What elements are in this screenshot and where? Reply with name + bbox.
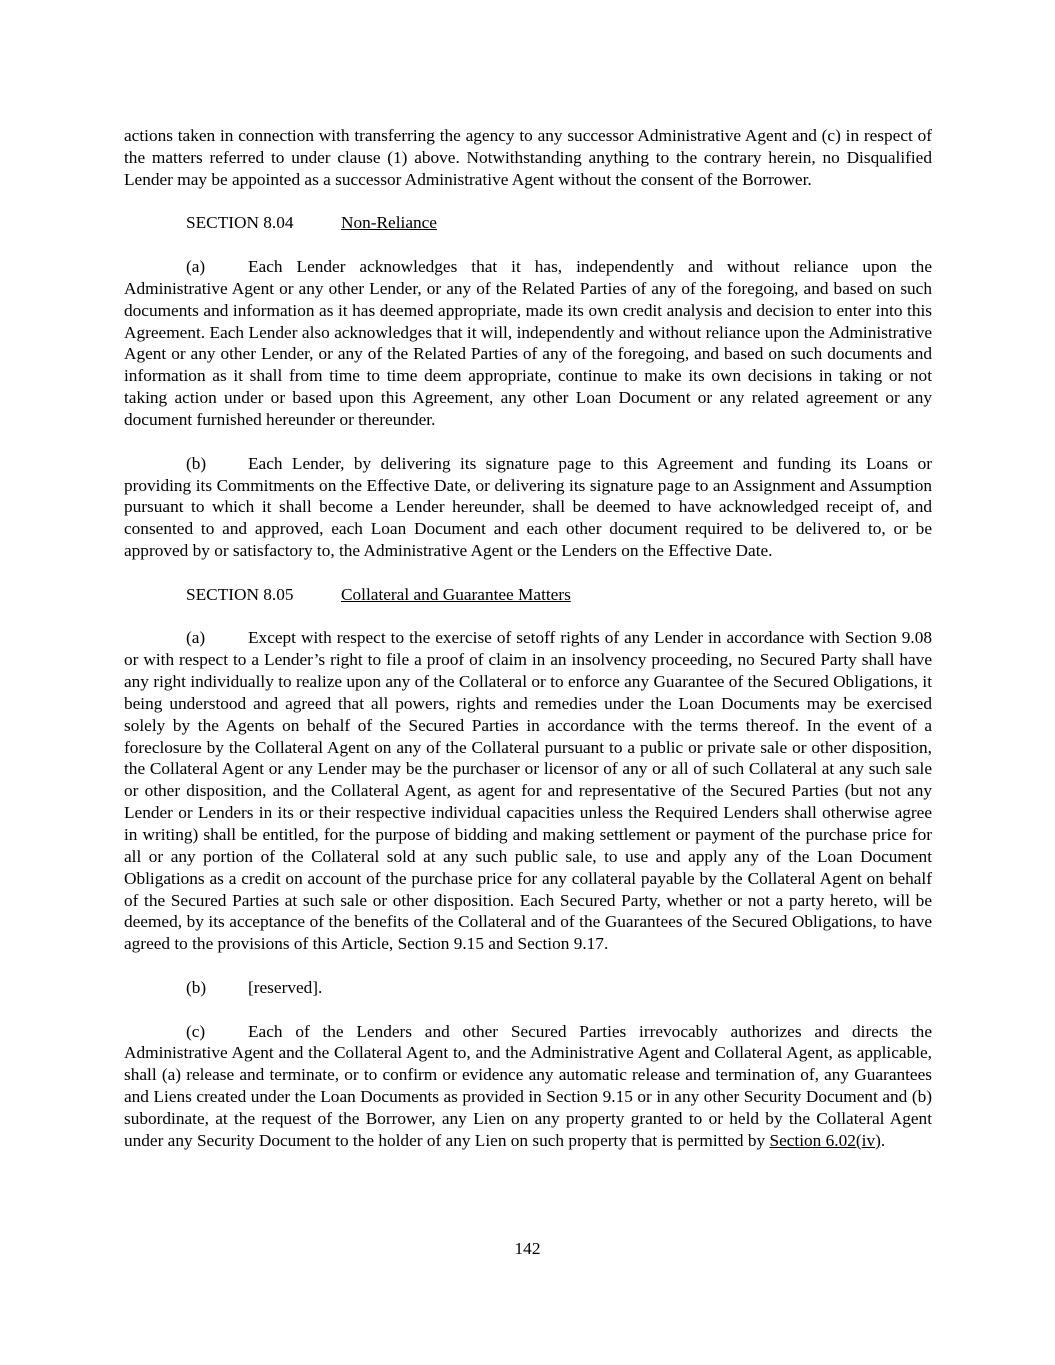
section-number: SECTION 8.05 [186,584,294,604]
paragraph-label: (b) [186,977,207,997]
section-8-05-heading [124,584,932,606]
section-8-05-paragraph-a [124,627,932,955]
section-8-04-heading [124,212,932,234]
section-title: Collateral and Guarantee Matters [341,584,571,604]
page-number: 142 [514,1239,541,1258]
paragraph-text: Each of the Lenders and other Secured Parties irrevocably authorizes and directs the Administrative Agent and the Collateral Agent to, and the Administrative Agent and Collateral Agent, as applicable, shall (a) release and terminate, or to confirm or evidence any automatic release and termination of, any Guarantees and Liens created under the Loan Documents as provided in Section 9.15 or in any other Security Document and (b) subordinate, at the request of the Borrower, any Lien on any property granted to or held by the Collateral Agent under any Security Document to the holder of any Lien on such property that is permitted by [124,1021,932,1150]
section-8-05-paragraph-c [124,1021,932,1152]
section-reference-link[interactable]: Section 6.02(iv) [769,1130,881,1150]
paragraph-end: . [880,1130,886,1150]
section-8-04-paragraph-b [124,453,932,562]
section-number: SECTION 8.04 [186,213,294,233]
paragraph-label: (c) [186,1021,206,1041]
paragraph-label: (a) [186,628,206,648]
paragraph-text: Each Lender acknowledges that it has, independently and without reliance upon the Administrative Agent or any other Lender, or any of the Related Parties of any of the foregoing, and based on such documents and information as it has deemed appropriate, made its own credit analysis and decision to enter into this Agreement. Each Lender also acknowledges that it will, independently and without reliance upon the Administrative Agent or any other Lender, or any of the Related Parties of any of the foregoing, and based on such documents and information as it shall from time to time deem appropriate, continue to make its own decisions in taking or not taking action under or based upon this Agreement, any other Loan Document or any related agreement or any document furnished hereunder or thereunder. [124,257,932,429]
section-title: Non-Reliance [341,213,437,233]
paragraph-text: Except with respect to the exercise of setoff rights of any Lender in accordance with Section 9.08 or with respect to a Lender’s right to file a proof of claim in an insolvency proceeding, no Secured Party shall have any right individually to realize upon any of the Collateral or to enforce any Guarantee of the Secured Obligations, it being understood and agreed that all powers, rights and remedies under the Loan Documents may be exercised solely by the Agents on behalf of the Secured Parties in accordance with the terms thereof. In the event of a foreclosure by the Collateral Agent on any of the Collateral pursuant to a public or private sale or other disposition, the Collateral Agent or any Lender may be the purchaser or licensor of any or all of such Collateral at any such sale or other disposition, and the Collateral Agent, as agent for and representative of the Secured Parties (but not any Lender or Lenders in its or their respective individual capacities unless the Required Lenders shall otherwise agree in writing) shall be entitled, for the purpose of bidding and making settlement or payment of the purchase price for all or any portion of the Collateral sold at any such public sale, to use and apply any of the Loan Document Obligations as a credit on account of the purchase price for any collateral payable by the Collateral Agent on behalf of the Secured Parties at such sale or other disposition. Each Secured Party, whether or not a party hereto, will be deemed, by its acceptance of the benefits of the Collateral and of the Guarantees of the Secured Obligations, to have agreed to the provisions of this Article, Section 9.15 and Section 9.17. [124,628,932,954]
section-8-04-paragraph-a [124,256,932,431]
paragraph-label: (a) [186,257,206,277]
document-page [124,125,932,1152]
paragraph-text: Each Lender, by delivering its signature page to this Agreement and funding its Loans or providing its Commitments on the Effective Date, or delivering its signature page to an Assignment and Assumption pursuant to which it shall become a Lender hereunder, shall be deemed to have acknowledged receipt of, and consented to and approved, each Loan Document and each other document required to be delivered to, or be approved by or satisfactory to, the Administrative Agent or the Lenders on the Effective Date. [124,453,932,561]
opening-paragraph: actions taken in connection with transferring the agency to any successor Administrative Agent and (c) in respect of the matters referred to under clause (1) above. Notwithstanding anything to the contrary herein, no Disqualified Lender may be appointed as a successor Administrative Agent without the consent of the Borrower. [124,126,932,189]
paragraph-label: (b) [186,453,207,473]
paragraph-text: [reserved]. [248,977,323,997]
section-8-05-paragraph-b [124,977,932,999]
